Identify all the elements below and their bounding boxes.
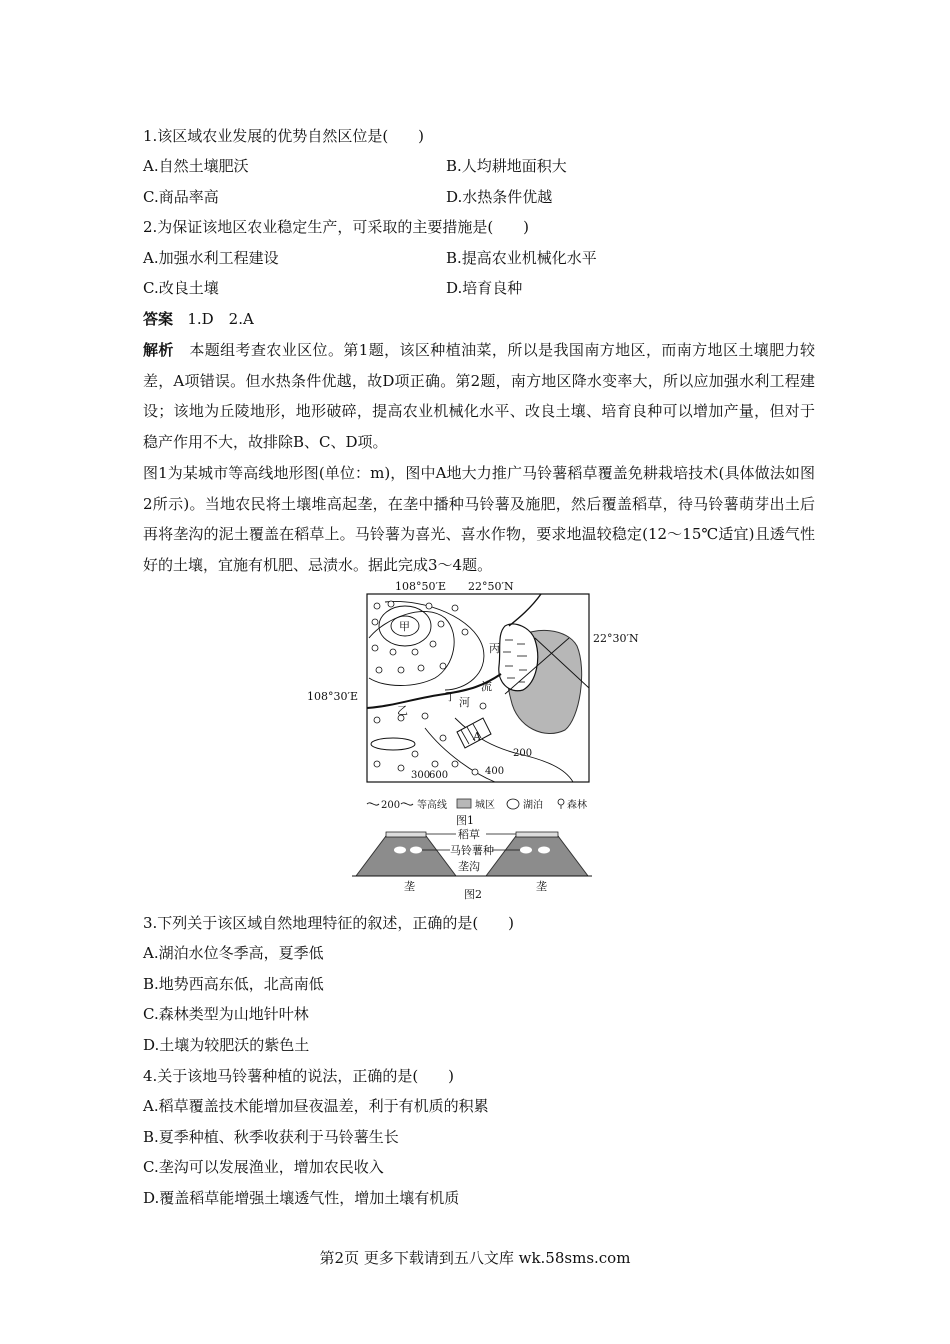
fig2-label-furrow: 垄沟 bbox=[458, 860, 480, 873]
q1-option-c: C.商品率高 bbox=[143, 188, 219, 206]
map-label-he: 河 bbox=[459, 696, 470, 709]
q2-option-b: B.提高农业机械化水平 bbox=[446, 249, 597, 267]
map-label-a: A bbox=[473, 730, 481, 743]
q4-stem: 4.关于该地马铃薯种植的说法，正确的是( ) bbox=[143, 1067, 455, 1085]
straw-left bbox=[386, 832, 426, 837]
seed-1 bbox=[394, 847, 406, 854]
q4-option-c: C.垄沟可以发展渔业，增加农民收入 bbox=[143, 1158, 384, 1176]
map-lake bbox=[499, 624, 538, 691]
intro-paragraph: 图1为某城市等高线地形图(单位：m)，图中A地大力推广马铃薯稻草覆盖免耕栽培技术(具体做法如图2所示)。当地农民将土壤堆高起垄，在垄中播种马铃薯及施肥，然后覆盖稻草，待马铃薯萌芽出土后再将垄沟的泥土覆盖在稻草上。马铃薯为喜光、喜水作物，要求地温较稳定(12～15℃适宜)且透气性好的土壤，宜施有机肥、忌渍水。据此完成3～4题。 bbox=[143, 464, 815, 574]
legend-forest: 森林 bbox=[567, 800, 587, 811]
seed-2 bbox=[410, 847, 422, 854]
map-contour-label-400: 400 bbox=[485, 766, 505, 777]
fig2-label-ridge-left: 垄 bbox=[404, 880, 415, 893]
analysis-text: 本题组考查农业区位。第1题，该区种植油菜，所以是我国南方地区，而南方地区土壤肥力较差，A项错误。但水热条件优越，故D项正确。第2题，南方地区降水变率大，所以应加强水利工程建设；该地为丘陵地形，地形破碎，提高农业机械化水平、改良土壤、培育良种可以增加产量，但对于稳产作用不大，故排除B、C、D项。 bbox=[143, 341, 815, 451]
analysis-label: 解析 bbox=[143, 341, 174, 359]
fig2-label-ridge-right: 垄 bbox=[536, 880, 547, 893]
q3-option-c: C.森林类型为山地针叶林 bbox=[143, 1005, 309, 1023]
map-label-yi: 乙 bbox=[397, 704, 408, 717]
q2-stem: 2.为保证该地区农业稳定生产，可采取的主要措施是( ) bbox=[143, 218, 530, 236]
legend-city: 城区 bbox=[475, 800, 495, 811]
q3-option-b: B.地势西高东低，北高南低 bbox=[143, 975, 324, 993]
figure-1-caption: 图1 bbox=[456, 814, 474, 827]
seed-4 bbox=[538, 847, 550, 854]
q4-option-b: B.夏季种植、秋季收获利于马铃薯生长 bbox=[143, 1128, 399, 1146]
map-label-bing: 丙 bbox=[489, 642, 500, 655]
legend-contour-number: 200 bbox=[381, 800, 401, 811]
map-contour-label-600: 600 bbox=[429, 770, 449, 781]
straw-right bbox=[516, 832, 558, 837]
figure-2-caption: 图2 bbox=[464, 888, 482, 901]
q2-option-a: A.加强水利工程建设 bbox=[143, 249, 279, 267]
map-contour-label-200: 200 bbox=[513, 748, 533, 759]
map-small-lake bbox=[371, 738, 415, 750]
q3-option-a: A.湖泊水位冬季高，夏季低 bbox=[143, 944, 324, 962]
legend-contour: 等高线 bbox=[417, 800, 447, 811]
answer-text: 1.D 2.A bbox=[187, 310, 254, 328]
map-contour-label-300: 300 bbox=[411, 770, 431, 781]
map-legend bbox=[367, 798, 587, 811]
q4-option-a: A.稻草覆盖技术能增加昼夜温差，利于有机质的积累 bbox=[143, 1097, 489, 1115]
q3-stem: 3.下列关于该区域自然地理特征的叙述，正确的是( ) bbox=[143, 914, 515, 932]
analysis-paragraph bbox=[143, 335, 815, 457]
figure-2-ridge-diagram bbox=[352, 824, 592, 904]
q1-option-a: A.自然土壤肥沃 bbox=[143, 157, 249, 175]
map-lat-top: 22°50′N bbox=[468, 580, 514, 593]
ridge-right-shape bbox=[486, 836, 588, 876]
fig2-label-straw: 稻草 bbox=[458, 828, 480, 841]
map-label-liu: 流 bbox=[481, 680, 492, 693]
ridge-left-shape bbox=[356, 836, 456, 876]
map-label-ding: 丁 bbox=[445, 690, 456, 703]
q1-stem: 1.该区域农业发展的优势自然区位是( ) bbox=[143, 127, 425, 145]
q3-option-d: D.土壤为较肥沃的紫色土 bbox=[143, 1036, 310, 1054]
answer-line bbox=[143, 309, 254, 329]
legend-lake: 湖泊 bbox=[523, 800, 543, 811]
figure-1-contour-map bbox=[305, 578, 639, 818]
page-footer: 第2页 更多下载请到五八文库 wk.58sms.com bbox=[319, 1249, 631, 1267]
map-lat-right: 22°30′N bbox=[593, 632, 639, 645]
map-label-jia: 甲 bbox=[399, 620, 410, 633]
q1-option-d: D.水热条件优越 bbox=[446, 188, 553, 206]
fig2-label-seed: 马铃薯种 bbox=[450, 844, 494, 857]
q2-option-c: C.改良土壤 bbox=[143, 279, 219, 297]
seed-3 bbox=[520, 847, 532, 854]
q4-option-d: D.覆盖稻草能增强土壤透气性，增加土壤有机质 bbox=[143, 1189, 460, 1207]
answer-label: 答案 bbox=[143, 310, 174, 328]
map-lon-top: 108°50′E bbox=[395, 580, 447, 593]
q1-option-b: B.人均耕地面积大 bbox=[446, 157, 567, 175]
map-lon-left: 108°30′E bbox=[307, 690, 359, 703]
q2-option-d: D.培育良种 bbox=[446, 279, 523, 297]
